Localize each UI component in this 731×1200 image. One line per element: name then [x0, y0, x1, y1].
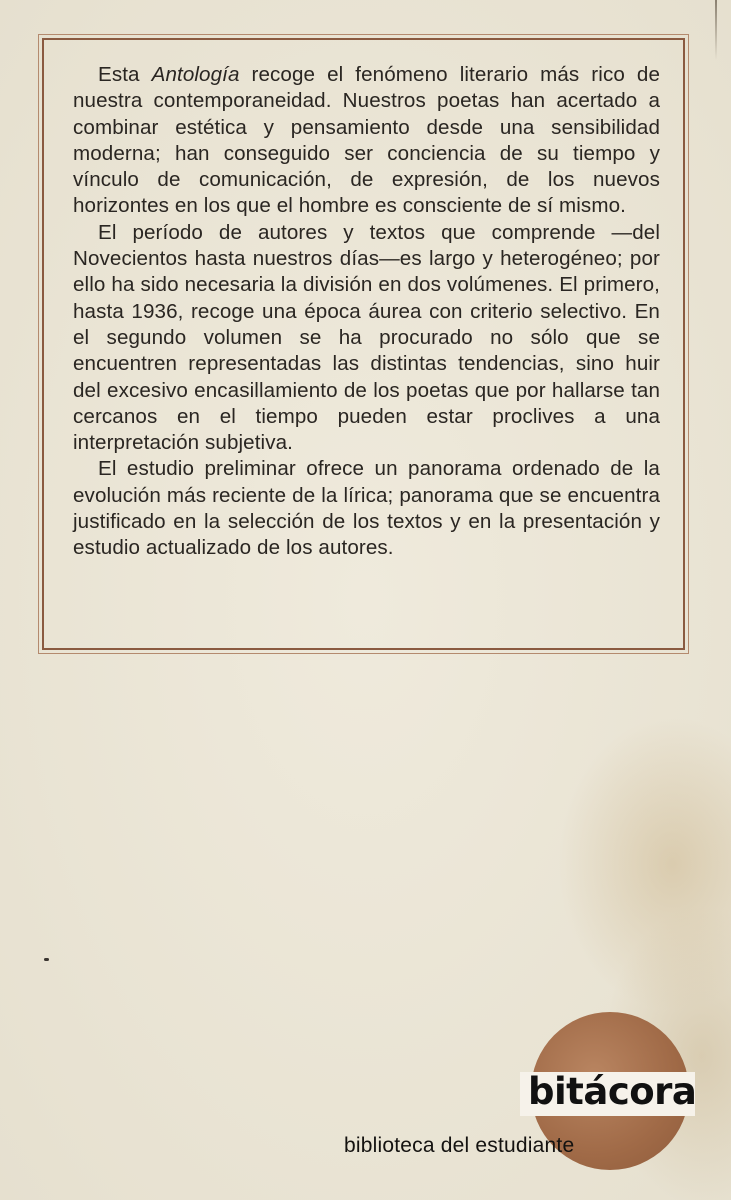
paragraph-2: El período de autores y textos que comprende —del Novecientos hasta nuestros días—es largo y heterogéneo; por ello ha sido necesaria la división en dos volúmenes. El primero, hasta 1936, recoge una época áurea con criterio selectivo. En el segundo volumen se ha procurado no sólo que se encuentren representadas las distintas tendencias, sino huir del excesivo encasillamiento de los poetas que por hallarse tan cercanos en el tiempo pueden estar proclives a una interpretación subjetiva.	[73, 220, 660, 455]
publisher-logo-text: bitácora	[528, 1070, 697, 1113]
paragraph-1-start: Esta	[98, 63, 152, 86]
series-label: biblioteca del estudiante	[344, 1134, 575, 1157]
paragraph-1-rest: recoge el fenómeno literario más rico de nuestra contemporaneidad. Nuestros poetas han acertado a combinar estética y pensamiento desde una sensibilidad moderna; han conseguido ser conciencia de su tiempo y vínculo de comunicación, de expresión, de los nuevos horizontes en los que el hombre es consciente de sí mismo.	[73, 63, 660, 218]
paragraph-3: El estudio preliminar ofrece un panorama ordenado de la evolución más reciente de la lírica; panorama que se encuentra justificado en la selección de los textos y en la presentación y estudio actualizado de los autores.	[73, 457, 660, 560]
paragraph-1	[73, 62, 660, 220]
back-cover-text	[73, 62, 660, 562]
paper-speck	[44, 958, 49, 961]
book-title-emphasis: Antología	[151, 63, 240, 86]
cover-fold-line	[715, 0, 717, 60]
